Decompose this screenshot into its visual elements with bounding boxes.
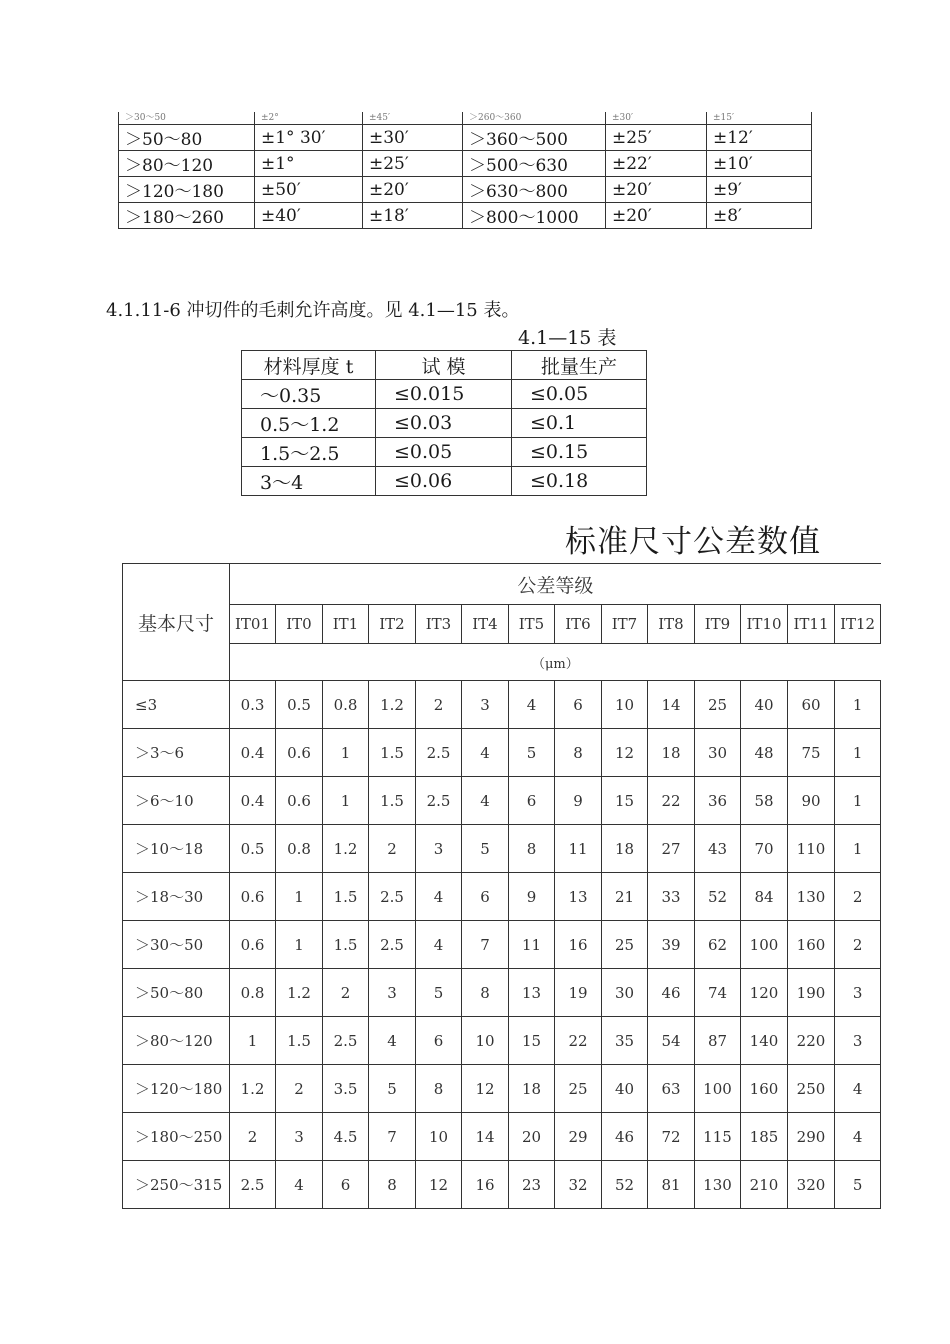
tolerance-value-cell: 30	[602, 969, 648, 1017]
tolerance-value-cell: 2	[230, 1113, 276, 1161]
tolerance-value-cell: 160	[741, 1065, 788, 1113]
table-cell: 3～4	[242, 467, 376, 496]
header-cell: 材料厚度 t	[242, 351, 376, 380]
basic-size-cell: ＞250～315	[123, 1161, 230, 1209]
tolerance-header-row	[123, 564, 881, 605]
table-cell: ±30′	[606, 112, 707, 125]
tolerance-value-cell: 1	[835, 825, 881, 873]
tolerance-value-cell: 8	[462, 969, 509, 1017]
tolerance-value-cell: 74	[695, 969, 741, 1017]
tolerance-value-cell: 4.5	[323, 1113, 369, 1161]
table-row	[123, 729, 881, 777]
tolerance-value-cell: 4	[509, 681, 555, 729]
tolerance-value-cell: 10	[462, 1017, 509, 1065]
table-cell: ≤0.15	[512, 438, 647, 467]
tolerance-value-cell: 2	[323, 969, 369, 1017]
tolerance-value-cell: 2	[276, 1065, 323, 1113]
tolerance-grade-group-header: 公差等级	[230, 564, 881, 605]
angle-tolerance-table	[118, 112, 812, 229]
grade-header-cell: IT0	[276, 605, 323, 644]
table-row	[119, 151, 812, 177]
tolerance-value-cell: 46	[648, 969, 695, 1017]
tolerance-value-cell: 4	[369, 1017, 416, 1065]
table-row	[242, 409, 647, 438]
table-cell: ～0.35	[242, 380, 376, 409]
table-row	[123, 777, 881, 825]
tolerance-value-cell: 110	[788, 825, 835, 873]
tolerance-value-cell: 0.6	[276, 729, 323, 777]
grade-header-cell: IT8	[648, 605, 695, 644]
table-cell: ≤0.015	[376, 380, 512, 409]
table-cell: ＞630～800	[463, 177, 606, 203]
tolerance-value-cell: 18	[648, 729, 695, 777]
table-cell: ±20′	[606, 177, 707, 203]
tolerance-value-cell: 60	[788, 681, 835, 729]
table-row	[123, 1113, 881, 1161]
tolerance-value-cell: 100	[741, 921, 788, 969]
grade-header-cell: IT6	[555, 605, 602, 644]
basic-size-cell: ＞80～120	[123, 1017, 230, 1065]
tolerance-value-cell: 90	[788, 777, 835, 825]
tolerance-value-cell: 46	[602, 1113, 648, 1161]
table-cell: ≤0.05	[512, 380, 647, 409]
tolerance-value-cell: 40	[602, 1065, 648, 1113]
tolerance-value-cell: 1.2	[230, 1065, 276, 1113]
tolerance-value-cell: 4	[462, 729, 509, 777]
tolerance-value-cell: 23	[509, 1161, 555, 1209]
basic-size-cell: ＞50～80	[123, 969, 230, 1017]
table-row	[123, 1017, 881, 1065]
tolerance-value-cell: 2	[835, 873, 881, 921]
tolerance-value-cell: 140	[741, 1017, 788, 1065]
tolerance-value-cell: 54	[648, 1017, 695, 1065]
tolerance-value-cell: 4	[276, 1161, 323, 1209]
tolerance-value-cell: 6	[416, 1017, 462, 1065]
tolerance-value-cell: 2	[369, 825, 416, 873]
tolerance-value-cell: 1	[835, 729, 881, 777]
tolerance-value-cell: 3	[276, 1113, 323, 1161]
table-cell: 0.5～1.2	[242, 409, 376, 438]
tolerance-value-cell: 81	[648, 1161, 695, 1209]
tolerance-value-cell: 58	[741, 777, 788, 825]
tolerance-value-cell: 25	[695, 681, 741, 729]
tolerance-value-cell: 1.5	[323, 873, 369, 921]
tolerance-value-cell: 39	[648, 921, 695, 969]
tolerance-value-cell: 35	[602, 1017, 648, 1065]
tolerance-value-cell: 1	[835, 777, 881, 825]
table-cell: ±45′	[363, 112, 463, 125]
tolerance-value-cell: 4	[835, 1113, 881, 1161]
tolerance-value-cell: 9	[509, 873, 555, 921]
table-cell: ±9′	[707, 177, 812, 203]
tolerance-value-cell: 3	[462, 681, 509, 729]
grade-header-cell: IT5	[509, 605, 555, 644]
grade-header-row	[123, 605, 881, 644]
grade-header-cell: IT01	[230, 605, 276, 644]
unit-row	[123, 644, 881, 681]
table-cell: ≤0.03	[376, 409, 512, 438]
tolerance-value-cell: 6	[323, 1161, 369, 1209]
table-cell: ＞260～360	[463, 112, 606, 125]
tolerance-value-cell: 18	[602, 825, 648, 873]
table-cell: ≤0.05	[376, 438, 512, 467]
tolerance-value-cell: 14	[462, 1113, 509, 1161]
basic-size-cell: ＞180～250	[123, 1113, 230, 1161]
table-row	[123, 921, 881, 969]
tolerance-value-cell: 22	[555, 1017, 602, 1065]
table-cell: ±8′	[707, 203, 812, 229]
burr-table-caption: 4.1—15 表	[518, 327, 617, 349]
basic-size-cell: ＞30～50	[123, 921, 230, 969]
tolerance-value-cell: 0.6	[230, 873, 276, 921]
tolerance-value-cell: 1.5	[369, 777, 416, 825]
tolerance-value-cell: 10	[416, 1113, 462, 1161]
tolerance-value-cell: 13	[555, 873, 602, 921]
tolerance-value-cell: 160	[788, 921, 835, 969]
tolerance-value-cell: 3	[416, 825, 462, 873]
basic-size-cell: ≤3	[123, 681, 230, 729]
tolerance-value-cell: 1.5	[276, 1017, 323, 1065]
tolerance-value-cell: 32	[555, 1161, 602, 1209]
tolerance-value-cell: 0.3	[230, 681, 276, 729]
tolerance-value-cell: 0.4	[230, 729, 276, 777]
tolerance-value-cell: 48	[741, 729, 788, 777]
tolerance-value-cell: 0.8	[276, 825, 323, 873]
tolerance-value-cell: 4	[462, 777, 509, 825]
tolerance-value-cell: 8	[509, 825, 555, 873]
basic-size-cell: ＞6～10	[123, 777, 230, 825]
table-row	[119, 125, 812, 151]
table-cell: ±20′	[606, 203, 707, 229]
tolerance-value-cell: 62	[695, 921, 741, 969]
tolerance-value-cell: 0.8	[323, 681, 369, 729]
tolerance-value-cell: 0.5	[276, 681, 323, 729]
table-row	[123, 1065, 881, 1113]
burr-height-table	[241, 350, 647, 496]
tolerance-value-cell: 22	[648, 777, 695, 825]
tolerance-value-cell: 130	[695, 1161, 741, 1209]
tolerance-value-cell: 5	[835, 1161, 881, 1209]
tolerance-value-cell: 2.5	[369, 921, 416, 969]
table-cell: ±12′	[707, 125, 812, 151]
tolerance-value-cell: 25	[555, 1065, 602, 1113]
table-cell: 1.5～2.5	[242, 438, 376, 467]
table-cell: ±10′	[707, 151, 812, 177]
basic-size-cell: ＞120～180	[123, 1065, 230, 1113]
tolerance-value-cell: 1.5	[323, 921, 369, 969]
tolerance-value-cell: 2.5	[323, 1017, 369, 1065]
table-cell: ±2°	[255, 112, 363, 125]
tolerance-value-cell: 4	[416, 921, 462, 969]
tolerance-value-cell: 1	[323, 777, 369, 825]
unit-label: （μm）	[230, 644, 881, 681]
table-cell: ±22′	[606, 151, 707, 177]
table-cell: ±1°	[255, 151, 363, 177]
tolerance-value-cell: 2.5	[416, 777, 462, 825]
tolerance-value-cell: 8	[555, 729, 602, 777]
table-cell: ±50′	[255, 177, 363, 203]
tolerance-value-cell: 6	[509, 777, 555, 825]
tolerance-value-cell: 27	[648, 825, 695, 873]
table-cell: ±25′	[606, 125, 707, 151]
table-row	[119, 112, 812, 125]
grade-header-cell: IT4	[462, 605, 509, 644]
table-cell: ＞50～80	[119, 125, 255, 151]
tolerance-value-cell: 1.2	[369, 681, 416, 729]
tolerance-value-cell: 12	[416, 1161, 462, 1209]
grade-header-cell: IT9	[695, 605, 741, 644]
table-cell: ≤0.18	[512, 467, 647, 496]
grade-header-cell: IT12	[835, 605, 881, 644]
tolerance-value-cell: 75	[788, 729, 835, 777]
table-row	[119, 203, 812, 229]
tolerance-value-cell: 190	[788, 969, 835, 1017]
tolerance-value-cell: 1.2	[323, 825, 369, 873]
burr-table-header	[242, 351, 647, 380]
tolerance-value-cell: 7	[369, 1113, 416, 1161]
basic-size-cell: ＞18～30	[123, 873, 230, 921]
tolerance-table	[122, 563, 881, 1209]
tolerance-value-cell: 115	[695, 1113, 741, 1161]
tolerance-value-cell: 220	[788, 1017, 835, 1065]
table-row	[242, 467, 647, 496]
table-cell: ≤0.06	[376, 467, 512, 496]
tolerance-value-cell: 5	[509, 729, 555, 777]
table-row	[242, 438, 647, 467]
table-row	[123, 825, 881, 873]
tolerance-value-cell: 52	[602, 1161, 648, 1209]
table-row	[123, 969, 881, 1017]
tolerance-value-cell: 1.5	[369, 729, 416, 777]
tolerance-value-cell: 210	[741, 1161, 788, 1209]
grade-header-cell: IT7	[602, 605, 648, 644]
table-cell: ＞120～180	[119, 177, 255, 203]
tolerance-value-cell: 7	[462, 921, 509, 969]
grade-header-cell: IT1	[323, 605, 369, 644]
tolerance-value-cell: 3	[835, 1017, 881, 1065]
tolerance-value-cell: 87	[695, 1017, 741, 1065]
tolerance-value-cell: 0.6	[230, 921, 276, 969]
header-cell: 试 模	[376, 351, 512, 380]
table-cell: ±25′	[363, 151, 463, 177]
tolerance-table-viewport	[122, 563, 876, 1205]
table-row	[123, 873, 881, 921]
tolerance-value-cell: 5	[369, 1065, 416, 1113]
tolerance-value-cell: 1	[276, 873, 323, 921]
tolerance-value-cell: 19	[555, 969, 602, 1017]
tolerance-value-cell: 5	[416, 969, 462, 1017]
table-row	[123, 681, 881, 729]
grade-header-cell: IT11	[788, 605, 835, 644]
table-row	[123, 1161, 881, 1209]
tolerance-value-cell: 13	[509, 969, 555, 1017]
tolerance-value-cell: 18	[509, 1065, 555, 1113]
grade-header-cell: IT10	[741, 605, 788, 644]
table-cell: ±40′	[255, 203, 363, 229]
tolerance-value-cell: 15	[509, 1017, 555, 1065]
tolerance-value-cell: 5	[462, 825, 509, 873]
tolerance-value-cell: 70	[741, 825, 788, 873]
table-cell: ≤0.1	[512, 409, 647, 438]
tolerance-value-cell: 2.5	[416, 729, 462, 777]
basic-size-cell: ＞10～18	[123, 825, 230, 873]
table-cell: ＞500～630	[463, 151, 606, 177]
table-cell: ±30′	[363, 125, 463, 151]
tolerance-value-cell: 6	[462, 873, 509, 921]
grade-header-cell: IT2	[369, 605, 416, 644]
tolerance-value-cell: 30	[695, 729, 741, 777]
tolerance-value-cell: 14	[648, 681, 695, 729]
tolerance-value-cell: 10	[602, 681, 648, 729]
table-row	[119, 177, 812, 203]
tolerance-value-cell: 16	[462, 1161, 509, 1209]
tolerance-value-cell: 1	[323, 729, 369, 777]
tolerance-value-cell: 0.5	[230, 825, 276, 873]
tolerance-value-cell: 72	[648, 1113, 695, 1161]
tolerance-value-cell: 84	[741, 873, 788, 921]
tolerance-value-cell: 120	[741, 969, 788, 1017]
table-cell: ±18′	[363, 203, 463, 229]
tolerance-value-cell: 40	[741, 681, 788, 729]
tolerance-value-cell: 3	[835, 969, 881, 1017]
basic-size-header: 基本尺寸	[123, 564, 230, 681]
tolerance-value-cell: 0.8	[230, 969, 276, 1017]
tolerance-value-cell: 1	[230, 1017, 276, 1065]
tolerance-value-cell: 25	[602, 921, 648, 969]
tolerance-value-cell: 11	[555, 825, 602, 873]
tolerance-value-cell: 2	[835, 921, 881, 969]
tolerance-value-cell: 21	[602, 873, 648, 921]
table-cell: ＞80～120	[119, 151, 255, 177]
tolerance-value-cell: 8	[416, 1065, 462, 1113]
tolerance-value-cell: 320	[788, 1161, 835, 1209]
tolerance-value-cell: 1.2	[276, 969, 323, 1017]
tolerance-value-cell: 4	[835, 1065, 881, 1113]
tolerance-value-cell: 8	[369, 1161, 416, 1209]
table-cell: ±15′	[707, 112, 812, 125]
basic-size-cell: ＞3～6	[123, 729, 230, 777]
table-cell: ＞800～1000	[463, 203, 606, 229]
table-cell: ＞360～500	[463, 125, 606, 151]
tolerance-value-cell: 16	[555, 921, 602, 969]
tolerance-value-cell: 2.5	[230, 1161, 276, 1209]
tolerance-value-cell: 3	[369, 969, 416, 1017]
tolerance-value-cell: 15	[602, 777, 648, 825]
tolerance-value-cell: 63	[648, 1065, 695, 1113]
tolerance-value-cell: 0.6	[276, 777, 323, 825]
tolerance-value-cell: 6	[555, 681, 602, 729]
tolerance-value-cell: 100	[695, 1065, 741, 1113]
tolerance-value-cell: 250	[788, 1065, 835, 1113]
tolerance-value-cell: 0.4	[230, 777, 276, 825]
tolerance-value-cell: 185	[741, 1113, 788, 1161]
tolerance-value-cell: 2	[416, 681, 462, 729]
tolerance-value-cell: 9	[555, 777, 602, 825]
tolerance-value-cell: 2.5	[369, 873, 416, 921]
table-cell: ＞30～50	[119, 112, 255, 125]
tolerance-value-cell: 29	[555, 1113, 602, 1161]
table-cell: ＞180～260	[119, 203, 255, 229]
tolerance-value-cell: 36	[695, 777, 741, 825]
tolerance-value-cell: 130	[788, 873, 835, 921]
tolerance-value-cell: 43	[695, 825, 741, 873]
tolerance-value-cell: 12	[462, 1065, 509, 1113]
tolerance-table-title: 标准尺寸公差数值	[565, 524, 821, 560]
tolerance-value-cell: 4	[416, 873, 462, 921]
tolerance-value-cell: 52	[695, 873, 741, 921]
tolerance-value-cell: 3.5	[323, 1065, 369, 1113]
header-cell: 批量生产	[512, 351, 647, 380]
table-cell: ±1° 30′	[255, 125, 363, 151]
section-paragraph: 4.1.11-6 冲切件的毛刺允许高度。见 4.1—15 表。	[106, 300, 520, 321]
table-cell: ±20′	[363, 177, 463, 203]
tolerance-value-cell: 12	[602, 729, 648, 777]
grade-header-cell: IT3	[416, 605, 462, 644]
table-row	[242, 380, 647, 409]
tolerance-value-cell: 290	[788, 1113, 835, 1161]
tolerance-value-cell: 1	[276, 921, 323, 969]
tolerance-value-cell: 33	[648, 873, 695, 921]
tolerance-value-cell: 20	[509, 1113, 555, 1161]
tolerance-value-cell: 1	[835, 681, 881, 729]
tolerance-value-cell: 11	[509, 921, 555, 969]
